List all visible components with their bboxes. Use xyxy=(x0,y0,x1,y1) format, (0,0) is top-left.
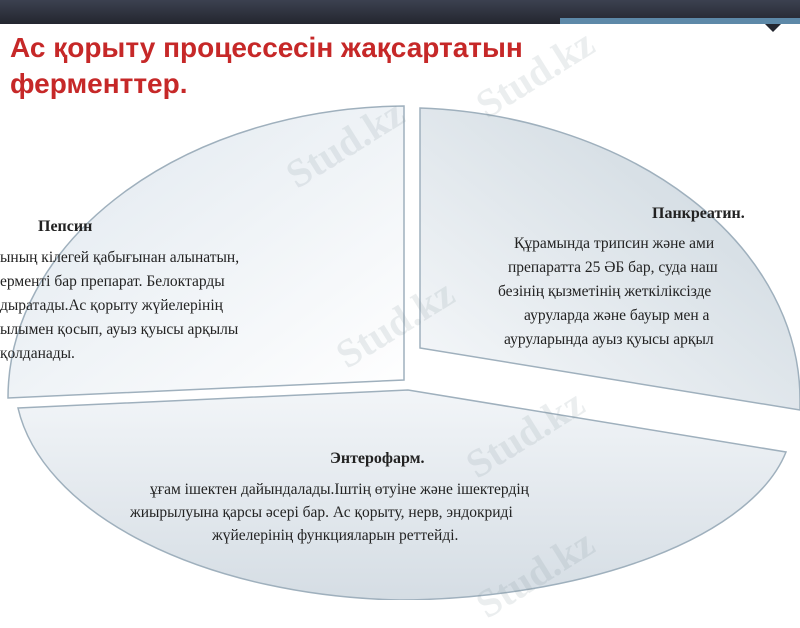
text-line: дыратады.Ас қорыту жүйелерінің xyxy=(0,297,223,314)
text-line: препаратта 25 ӘБ бар, суда наш xyxy=(508,259,718,276)
text-line: ауруларда және бауыр мен а xyxy=(524,307,710,324)
text-line: ауруларында ауыз қуысы арқыл xyxy=(504,331,714,348)
text-line: ылымен қосып, ауыз қуысы арқылы xyxy=(0,321,239,338)
text-line: қолданады. xyxy=(0,345,75,362)
segment-pancreatin-label: Панкреатин. xyxy=(652,205,745,222)
slide-title: Ас қорыту процессесін жақсартатын ферменттер. xyxy=(10,32,523,99)
text-line: ының кілегей қабығынан алынатын, xyxy=(0,249,240,266)
segment-enterofarm-label: Энтерофарм. xyxy=(330,450,425,467)
text-line: ұғам ішектен дайындалады.Іштің өтуіне және ішектердің xyxy=(150,481,529,498)
text-line: жүйелерінің функцияларын реттейді. xyxy=(212,527,459,544)
text-line: ерменті бар препарат. Белоктарды xyxy=(0,273,225,290)
text-line: жиырылуына қарсы әсері бар. Ас қорыту, нерв, эндокриді xyxy=(130,504,513,521)
text-line: Құрамында трипсин және ами xyxy=(514,235,715,252)
text-line: безінің қызметінің жеткіліксізде xyxy=(498,283,712,300)
watermark: Stud.kz xyxy=(467,19,603,128)
segment-pepsin-label: Пепсин xyxy=(38,218,93,235)
